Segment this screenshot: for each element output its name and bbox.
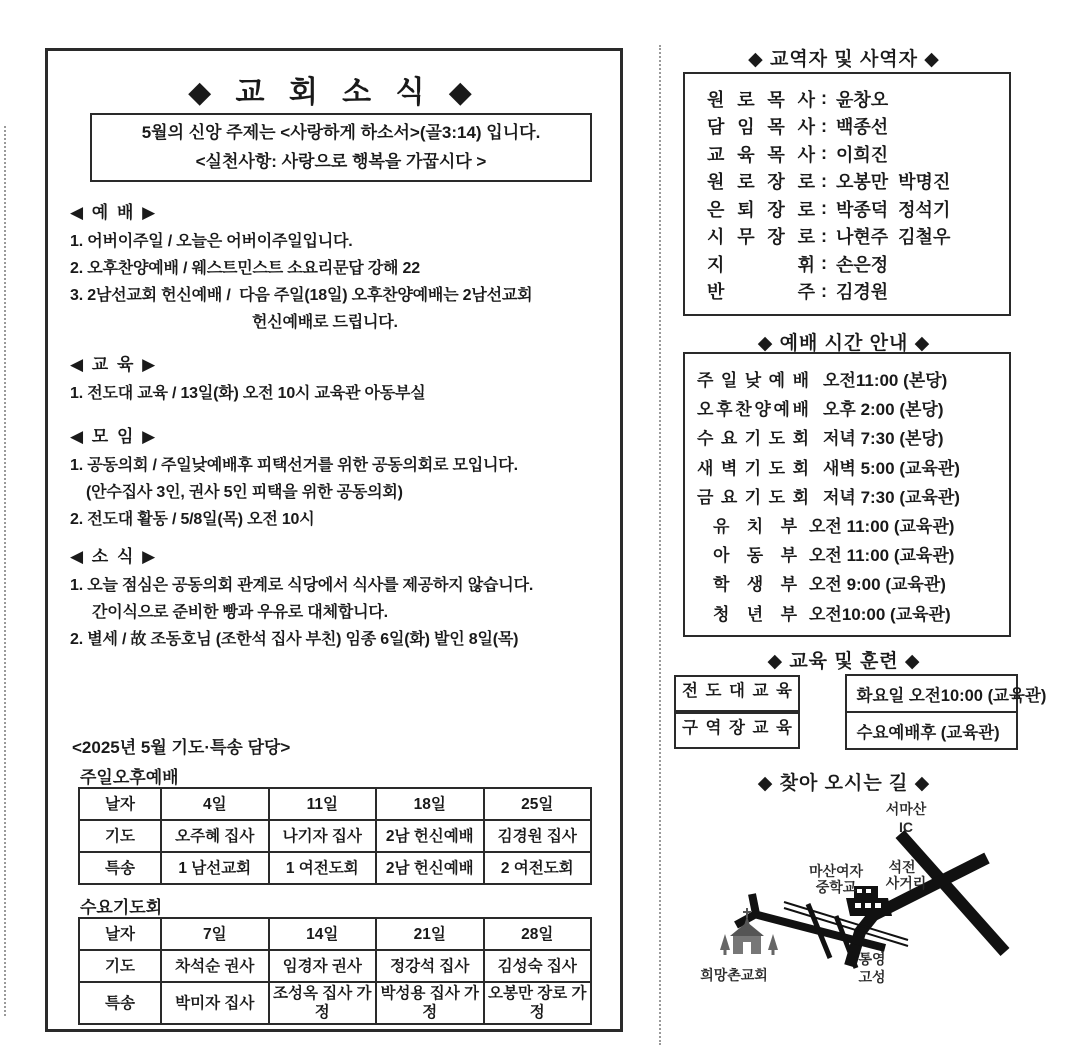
staff-name: 이희진 (836, 144, 889, 165)
section-news (70, 543, 606, 653)
map-label-ic: 서마산 (885, 801, 927, 817)
section-education (70, 351, 606, 407)
map-label-south: 고성 (858, 969, 886, 985)
cell: 오주혜 집사 (161, 820, 269, 852)
service-time: 오전 11:00 (교육관) (809, 517, 955, 537)
staff-title: ◆ 교역자 및 사역자 ◆ (748, 49, 940, 70)
header-cell: 11일 (269, 788, 377, 820)
table-row (79, 820, 591, 852)
separator: : (821, 143, 827, 164)
worship-item: 1. 어버이주일 / 오늘은 어버이주일입니다. (70, 233, 353, 250)
header-cell: 7일 (161, 918, 269, 950)
map-label-crossroads: 석전 (888, 859, 916, 875)
time-row (697, 539, 1009, 568)
worship-times-title: ◆ 예배 시간 안내 ◆ (757, 333, 931, 354)
staff-name: 오봉만 박명진 (836, 172, 951, 193)
header-cell: 날자 (79, 788, 161, 820)
service-name: 유 치 부 (713, 517, 797, 537)
map-label-south: 통영 (858, 951, 886, 967)
staff-row (707, 113, 1009, 141)
separator: : (821, 115, 827, 136)
training-title: ◆ 교육 및 훈련 ◆ (767, 651, 921, 672)
separator: : (821, 280, 827, 301)
left-edge-dotted-line (4, 126, 6, 1016)
assignments-title: <2025년 5월 기도·특송 담당> (72, 738, 291, 757)
table-header-row (79, 918, 591, 950)
separator: : (821, 225, 827, 246)
service-name: 아 동 부 (713, 546, 797, 566)
staff-role: 원 로 목 사 (707, 89, 815, 110)
theme-line-2: <실천사항: 사랑으로 행복을 가꿉시다 > (195, 152, 487, 171)
service-name: 수 요 기 도 회 (697, 429, 809, 449)
training-name: 전 도 대 교 육 (674, 675, 800, 712)
service-name: 청 년 부 (713, 604, 797, 624)
cell: 1 남선교회 (161, 852, 269, 884)
map-label-ic: IC (899, 819, 913, 835)
directions-title: ◆ 찾아 오시는 길 ◆ (757, 773, 931, 794)
staff-role: 담 임 목 사 (707, 117, 815, 138)
training-name: 구 역 장 교 육 (674, 712, 800, 749)
table-header-row (79, 788, 591, 820)
separator: : (821, 198, 827, 219)
header-cell: 14일 (269, 918, 377, 950)
staff-role: 원 로 장 로 (707, 172, 815, 193)
section-worship-header: ◀ 예 배 ▶ (70, 203, 158, 222)
cell: 기도 (79, 950, 161, 982)
service-name: 금 요 기 도 회 (697, 487, 809, 507)
table-row (79, 950, 591, 982)
staff-row (707, 140, 1009, 168)
table-row (674, 712, 1017, 749)
service-name: 새 벽 기 도 회 (697, 458, 809, 478)
time-row (697, 452, 1009, 481)
worship-item: 3. 2남선교회 헌신예배 / 다음 주일(18일) 오후찬양예배는 2남선교회 (70, 287, 533, 304)
cell: 1 여전도회 (269, 852, 377, 884)
staff-name: 윤창오 (836, 89, 889, 110)
time-row (697, 598, 1009, 627)
table-row (674, 675, 1017, 712)
staff-role: 시 무 장 로 (707, 227, 815, 248)
header-cell: 21일 (376, 918, 484, 950)
news-item: 1. 오늘 점심은 공동의회 관계로 식당에서 식사를 제공하지 않습니다. (70, 577, 534, 594)
staff-name: 박종덕 정석기 (836, 199, 951, 220)
section-meeting-header: ◀ 모 임 ▶ (70, 427, 158, 446)
separator: : (821, 253, 827, 274)
cell: 박미자 집사 (161, 982, 269, 1024)
cell: 기도 (79, 820, 161, 852)
service-time: 오전 9:00 (교육관) (809, 575, 946, 595)
cell: 김성숙 집사 (484, 950, 592, 982)
staff-row (707, 278, 1009, 306)
time-row (697, 422, 1009, 451)
meeting-item-continuation: (안수집사 3인, 권사 5인 피택을 위한 공동의회) (86, 484, 403, 501)
section-worship (70, 199, 606, 336)
cell: 오봉만 장로 가정 (484, 982, 592, 1024)
staff-role: 반 주 (707, 282, 815, 303)
training-time: 화요일 오전10:00 (교육관) (846, 675, 1018, 712)
staff-name: 김경원 (836, 282, 889, 303)
worship-times-box (683, 352, 1011, 637)
training-time: 수요예배후 (교육관) (846, 712, 1018, 749)
time-row (697, 481, 1009, 510)
staff-row (707, 195, 1009, 223)
cell: 2남 헌신예배 (376, 820, 484, 852)
time-row (697, 568, 1009, 597)
staff-row (707, 85, 1009, 113)
cell: 박성용 집사 가정 (376, 982, 484, 1024)
service-name: 오 후 찬 양 예 배 (697, 400, 809, 420)
service-time: 오전 11:00 (교육관) (809, 546, 955, 566)
page-title: ◆ 교 회 소 식 ◆ (188, 76, 480, 109)
cell: 2 여전도회 (484, 852, 592, 884)
cell: 정강석 집사 (376, 950, 484, 982)
wednesday-table-label: 수요기도회 (80, 898, 163, 917)
cell: 임경자 권사 (269, 950, 377, 982)
meeting-item: 2. 전도대 활동 / 5/8일(목) 오전 10시 (70, 511, 315, 528)
directions-map (680, 792, 1030, 1052)
cell: 김경원 집사 (484, 820, 592, 852)
header-cell: 4일 (161, 788, 269, 820)
education-item: 1. 전도대 교육 / 13일(화) 오전 10시 교육관 아동부실 (70, 385, 426, 402)
table-row (79, 852, 591, 884)
theme-line-1: 5월의 신앙 주제는 <사랑하게 하소서>(골3:14) 입니다. (141, 123, 541, 142)
staff-name: 나현주 김철우 (836, 227, 951, 248)
training-table (674, 674, 1047, 750)
sunday-table-label: 주일오후예배 (80, 768, 179, 787)
worship-item: 2. 오후찬양예배 / 웨스트민스트 소요리문답 강해 22 (70, 260, 420, 277)
cell: 특송 (79, 982, 161, 1024)
worship-item-continuation: 헌신예배로 드립니다. (252, 314, 398, 331)
staff-name: 백종선 (836, 117, 889, 138)
section-meeting (70, 423, 606, 533)
time-row (697, 393, 1009, 422)
sunday-assignments-table (78, 787, 592, 885)
column-divider-dotted-line (659, 45, 661, 1045)
staff-row (707, 250, 1009, 278)
staff-row (707, 168, 1009, 196)
cell: 차석순 권사 (161, 950, 269, 982)
staff-role: 지 휘 (707, 254, 815, 275)
separator: : (821, 88, 827, 109)
time-row (697, 510, 1009, 539)
service-name: 학 생 부 (713, 575, 797, 595)
staff-name: 손은정 (836, 254, 889, 275)
info-column (672, 0, 1047, 1064)
time-row (697, 364, 1009, 393)
section-news-header: ◀ 소 식 ▶ (70, 547, 158, 566)
cell: 조성옥 집사 가정 (269, 982, 377, 1024)
service-time: 오전11:00 (본당) (823, 371, 948, 391)
header-cell: 28일 (484, 918, 592, 950)
staff-row (707, 223, 1009, 251)
cell: 특송 (79, 852, 161, 884)
map-label-crossroads: 사거리 (885, 875, 927, 891)
header-cell: 25일 (484, 788, 592, 820)
staff-box (683, 72, 1011, 316)
church-news-panel (45, 48, 623, 1032)
header-cell: 날자 (79, 918, 161, 950)
service-time: 오전10:00 (교육관) (809, 604, 951, 624)
header-cell: 18일 (376, 788, 484, 820)
monthly-theme-box (90, 113, 592, 182)
news-item-continuation: 간이식으로 준비한 빵과 우유로 대체합니다. (92, 604, 388, 621)
wednesday-assignments-table (78, 917, 592, 1025)
separator: : (821, 170, 827, 191)
service-name: 주 일 낮 예 배 (697, 371, 809, 391)
news-item: 2. 별세 / 故 조동호님 (조한석 집사 부친) 임종 6일(화) 발인 8일(목) (70, 631, 519, 648)
map-label-church: 희망촌교회 (700, 967, 768, 983)
staff-role: 교 육 목 사 (707, 144, 815, 165)
section-education-header: ◀ 교 육 ▶ (70, 355, 158, 374)
staff-role: 은 퇴 장 로 (707, 199, 815, 220)
service-time: 오후 2:00 (본당) (823, 400, 944, 420)
cell: 2남 헌신예배 (376, 852, 484, 884)
service-time: 저녁 7:30 (교육관) (823, 487, 960, 507)
cell: 나기자 집사 (269, 820, 377, 852)
map-label-school: 마산여자 (808, 863, 864, 879)
service-time: 새벽 5:00 (교육관) (823, 458, 960, 478)
table-row (79, 982, 591, 1024)
meeting-item: 1. 공동의회 / 주일낮예배후 피택선거를 위한 공동의회로 모입니다. (70, 457, 518, 474)
service-time: 저녁 7:30 (본당) (823, 429, 944, 449)
map-label-school: 중학교 (815, 879, 857, 895)
